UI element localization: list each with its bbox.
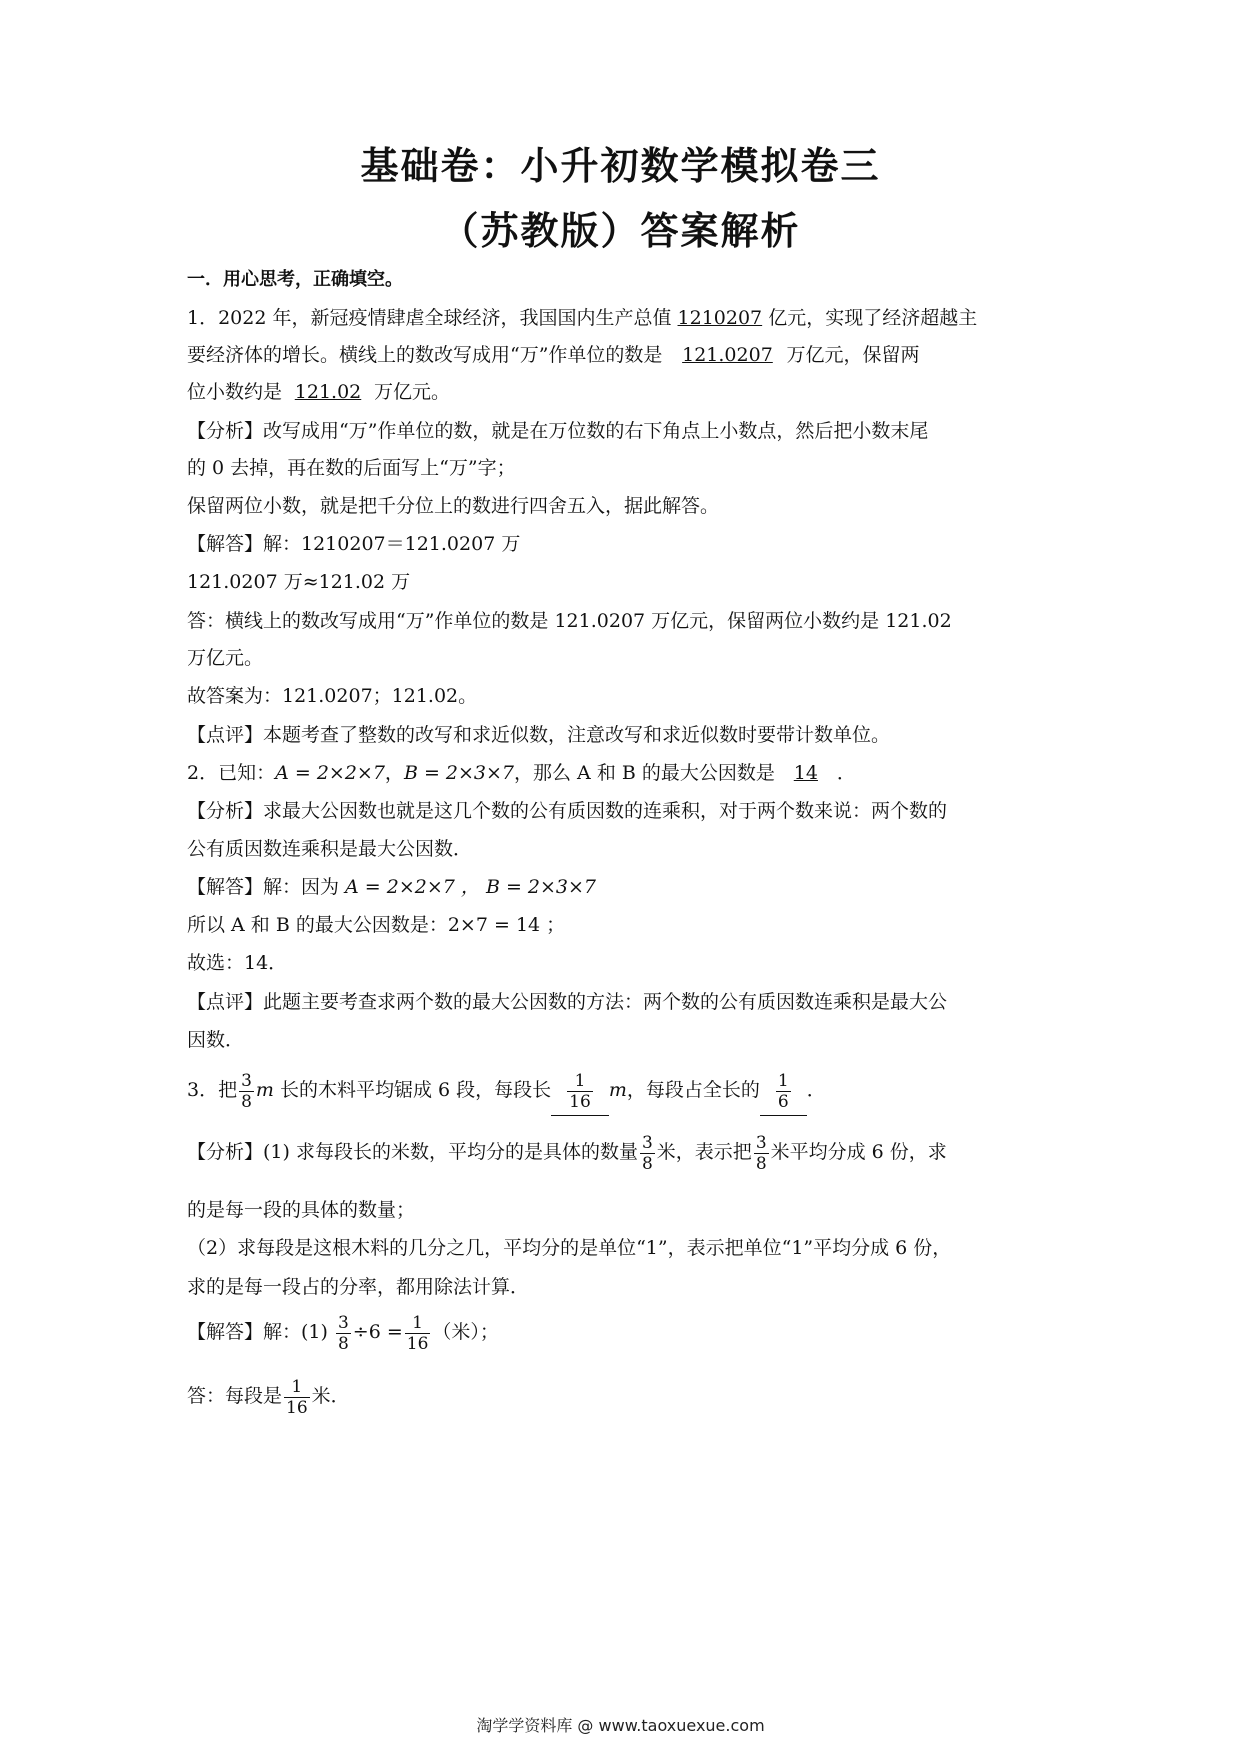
q2-text: ，那么 A 和 B 的最大公因数是 [514, 762, 775, 784]
fraction-numerator: 3 [641, 1132, 653, 1153]
q2-solution-expression: A = 2×2×7 ， B = 2×3×7 [345, 876, 597, 898]
fraction-3-8 [239, 1071, 254, 1112]
q3-text: ． [806, 1079, 826, 1101]
fraction-denominator: 8 [241, 1091, 252, 1112]
q1-line-3 [187, 379, 450, 405]
q1-text: 亿元，实现了经济超越主 [762, 307, 978, 329]
q3-text: ，每段占全长的 [626, 1079, 760, 1101]
q3-analysis-2: 的是每一段的具体的数量； [187, 1199, 416, 1221]
q1-text: 万亿元。 [374, 381, 451, 403]
fraction-1-16 [284, 1377, 310, 1418]
q3-text: 【解答】解：(1) [187, 1321, 334, 1343]
fraction-denominator: 16 [569, 1092, 591, 1112]
title-line-2: （苏教版）答案解析 [440, 209, 801, 253]
q3-text: 3．把 [187, 1079, 238, 1101]
q3-text: 长的木料平均锯成 6 段，每段长 [273, 1079, 552, 1101]
q1-answer-1: 答：横线上的数改写成用“万”作单位的数是 121.0207 万亿元，保留两位小数约是 121.02 [187, 610, 952, 632]
q1-text: 1．2022 年，新冠疫情肆虐全球经济，我国国内生产总值 [187, 307, 678, 329]
q2-comment-1: 【点评】此题主要考查求两个数的最大公因数的方法：两个数的公有质因数连乘积是最大公 [187, 991, 948, 1013]
q1-text: 位小数约是 [187, 381, 283, 403]
q2-analysis-1: 【分析】求最大公因数也就是这几个数的公有质因数的连乘积，对于两个数来说：两个数的 [187, 800, 948, 822]
q2-line-1 [187, 760, 856, 786]
q3-text: 米平均分成 6 份，求 [770, 1141, 947, 1163]
q1-analysis-3: 保留两位小数，就是把千分位上的数进行四舍五入，据此解答。 [187, 495, 720, 517]
fraction-3-8 [640, 1133, 655, 1174]
q3-text: 米，表示把 [656, 1141, 752, 1163]
q1-answer-blank-1: 121.0207 [682, 344, 773, 366]
q1-solution-2: 121.0207 万≈121.02 万 [187, 571, 411, 593]
q2-text: ， [384, 762, 404, 784]
q1-solution-1: 【解答】解：1210207＝121.0207 万 [187, 533, 521, 555]
fraction-denominator: 8 [337, 1333, 349, 1354]
q1-final-answer: 故答案为：121.0207；121.02。 [187, 685, 478, 707]
fraction-1-16 [567, 1071, 593, 1112]
fraction-3-8 [336, 1313, 351, 1354]
q2-solution-expression: 2×7 = 14 ； [447, 914, 566, 936]
q1-analysis-1: 【分析】改写成用“万”作单位的数，就是在万位数的右下角点上小数点，然后把小数末尾 [187, 420, 929, 442]
fraction-denominator: 8 [641, 1153, 653, 1174]
footer-watermark: 淘学学资料库 @ www.taoxuexue.com [476, 1716, 765, 1735]
fraction-denominator: 8 [755, 1153, 767, 1174]
q1-text: 要经济体的增长。横线上的数改写成用“万”作单位的数是 [187, 344, 669, 366]
q1-analysis-2: 的 0 去掉，再在数的后面写上“万”字； [187, 457, 516, 479]
fraction-3-8 [754, 1133, 769, 1174]
fraction-denominator: 16 [406, 1333, 429, 1354]
q3-text: （米）； [432, 1321, 499, 1343]
q2-analysis-2: 公有质因数连乘积是最大公因数． [187, 838, 473, 860]
q3-analysis-3: （2）求每段是这根木料的几分之几，平均分的是单位“1”，表示把单位“1”平均分成 6 份， [187, 1237, 952, 1259]
fraction-numerator: 3 [241, 1070, 252, 1091]
q2-text: ． [836, 762, 856, 784]
q3-text: 米． [311, 1385, 350, 1407]
q2-text: 所以 A 和 B 的最大公因数是： [187, 914, 448, 936]
q3-solution [187, 1308, 499, 1356]
q3-answer [187, 1372, 350, 1420]
q3-unit: m [255, 1079, 274, 1101]
q2-solution-1 [187, 874, 596, 900]
q2-solution-2 [187, 912, 565, 938]
q2-answer-blank: 14 [793, 762, 818, 784]
q3-line-1 [187, 1066, 826, 1116]
q3-answer-blank-2 [760, 1067, 807, 1116]
q3-text: 答：每段是 [187, 1385, 283, 1407]
q3-text: 【分析】(1) 求每段长的米数，平均分的是具体的数量 [187, 1141, 638, 1163]
fraction-denominator: 16 [286, 1397, 308, 1418]
q2-comment-2: 因数． [187, 1029, 245, 1051]
q1-answer-blank-2: 121.02 [294, 381, 362, 403]
fraction-1-6 [776, 1071, 791, 1112]
q1-underlined-number: 1210207 [677, 307, 763, 329]
q2-text: 2．已知： [187, 762, 276, 784]
q3-text: ÷6 = [352, 1321, 403, 1343]
fraction-numerator: 3 [755, 1132, 767, 1153]
q1-comment: 【点评】本题考查了整数的改写和求近似数，注意改写和求近似数时要带计数单位。 [187, 724, 891, 746]
fraction-numerator: 1 [777, 1071, 789, 1091]
fraction-1-16 [405, 1313, 431, 1354]
q2-final-answer: 故选：14． [187, 952, 288, 974]
section-heading: 一．用心思考，正确填空。 [187, 269, 403, 290]
title-line-1: 基础卷：小升初数学模拟卷三 [360, 144, 881, 188]
q3-analysis-1 [187, 1128, 947, 1176]
q1-text: 万亿元，保留两 [786, 344, 920, 366]
q1-line-2 [187, 342, 919, 368]
q2-text: 【解答】解：因为 [187, 876, 346, 898]
fraction-denominator: 6 [777, 1092, 789, 1112]
q2-expression-b: B = 2×3×7 [403, 762, 515, 784]
q1-line-1 [187, 305, 977, 331]
fraction-numerator: 1 [412, 1312, 423, 1333]
fraction-numerator: 3 [337, 1312, 349, 1333]
fraction-numerator: 1 [574, 1071, 586, 1091]
q2-expression-a: A = 2×2×7 [275, 762, 385, 784]
q3-unit: m [608, 1079, 627, 1101]
q3-analysis-4: 求的是每一段占的分率，都用除法计算． [187, 1276, 530, 1298]
q1-answer-2: 万亿元。 [187, 647, 264, 669]
fraction-numerator: 1 [291, 1376, 303, 1397]
q3-answer-blank-1 [551, 1067, 609, 1116]
